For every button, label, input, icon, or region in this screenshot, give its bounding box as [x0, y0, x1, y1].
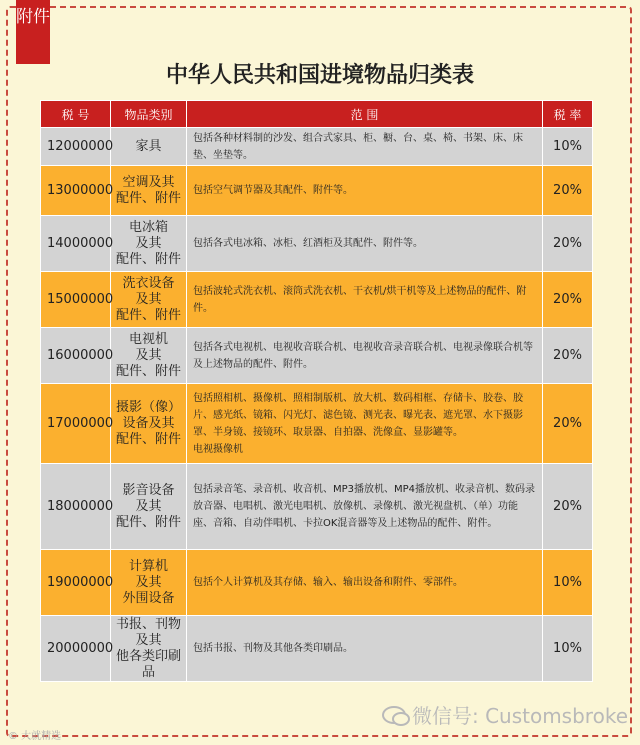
row-code: 17000000	[41, 384, 111, 464]
row-scope: 包括波轮式洗衣机、滚筒式洗衣机、干衣机/烘干机等及上述物品的配件、附件。	[187, 272, 543, 328]
page-title: 中华人民共和国进境物品归类表	[165, 63, 474, 88]
row-rate: 10%	[543, 550, 593, 616]
table-row	[41, 384, 593, 464]
row-category: 影音设备 及其 配件、附件	[111, 464, 187, 550]
row-scope: 包括照相机、摄像机、照相制版机、放大机、数码相框、存储卡、胶卷、胶片、感光纸、镜箱、闪光灯、滤色镜、测光表、曝光表、遮光罩、水下摄影罩、半身镜、接镜环、取景器、自拍器、洗像盒、显影罐等。 电视摄像机	[187, 384, 543, 464]
row-code: 13000000	[41, 166, 111, 216]
footer-credit: © 大就精选	[8, 731, 62, 742]
table-row	[41, 464, 593, 550]
row-scope: 包括各种材料制的沙发、组合式家具、柜、橱、台、桌、椅、书架、床、床垫、坐垫等。	[187, 128, 543, 166]
row-scope: 包括录音笔、录音机、收音机、MP3播放机、MP4播放机、收录音机、数码录放音器、电唱机、激光电唱机、放像机、录像机、激光视盘机、（单）功能座、音箱、自动伴唱机、卡拉OK混音器等及上述物品的配件、附件。	[187, 464, 543, 550]
row-rate: 20%	[543, 166, 593, 216]
row-scope: 包括各式电冰箱、冰柜、红酒柜及其配件、附件等。	[187, 216, 543, 272]
row-category: 书报、刊物 及其 他各类印刷品	[111, 616, 187, 682]
row-scope: 包括个人计算机及其存储、输入、输出设备和附件、零部件。	[187, 550, 543, 616]
row-category: 空调及其 配件、附件	[111, 166, 187, 216]
row-rate: 20%	[543, 216, 593, 272]
row-category: 电视机 及其 配件、附件	[111, 328, 187, 384]
table-row	[41, 550, 593, 616]
row-category: 计算机 及其 外围设备	[111, 550, 187, 616]
header-scope: 范 围	[187, 101, 543, 128]
row-rate: 10%	[543, 616, 593, 682]
table-row	[41, 272, 593, 328]
row-rate: 20%	[543, 464, 593, 550]
table-row	[41, 128, 593, 166]
row-code: 19000000	[41, 550, 111, 616]
table-row	[41, 616, 593, 682]
row-category: 摄影（像） 设备及其 配件、附件	[111, 384, 187, 464]
wechat-icon	[382, 706, 406, 724]
row-scope: 包括书报、刊物及其他各类印刷品。	[187, 616, 543, 682]
attachment-tag: 附件	[16, 0, 50, 64]
watermark-text: 微信号: Customsbroke	[411, 704, 628, 728]
row-rate: 20%	[543, 384, 593, 464]
classification-table	[40, 100, 593, 682]
row-category: 电冰箱 及其 配件、附件	[111, 216, 187, 272]
wechat-watermark	[382, 700, 628, 729]
row-code: 18000000	[41, 464, 111, 550]
row-code: 15000000	[41, 272, 111, 328]
header-rate: 税 率	[543, 101, 593, 128]
row-scope: 包括各式电视机、电视收音联合机、电视收音录音联合机、电视录像联合机等及上述物品的配件、附件。	[187, 328, 543, 384]
table-row	[41, 216, 593, 272]
table-row	[41, 166, 593, 216]
row-code: 14000000	[41, 216, 111, 272]
table-header-row	[41, 101, 593, 128]
row-rate: 20%	[543, 272, 593, 328]
row-rate: 10%	[543, 128, 593, 166]
row-category: 洗衣设备 及其 配件、附件	[111, 272, 187, 328]
header-code: 税 号	[41, 101, 111, 128]
row-code: 20000000	[41, 616, 111, 682]
row-rate: 20%	[543, 328, 593, 384]
row-scope: 包括空气调节器及其配件、附件等。	[187, 166, 543, 216]
row-code: 12000000	[41, 128, 111, 166]
table-row	[41, 328, 593, 384]
row-code: 16000000	[41, 328, 111, 384]
header-category: 物品类别	[111, 101, 187, 128]
row-category: 家具	[111, 128, 187, 166]
